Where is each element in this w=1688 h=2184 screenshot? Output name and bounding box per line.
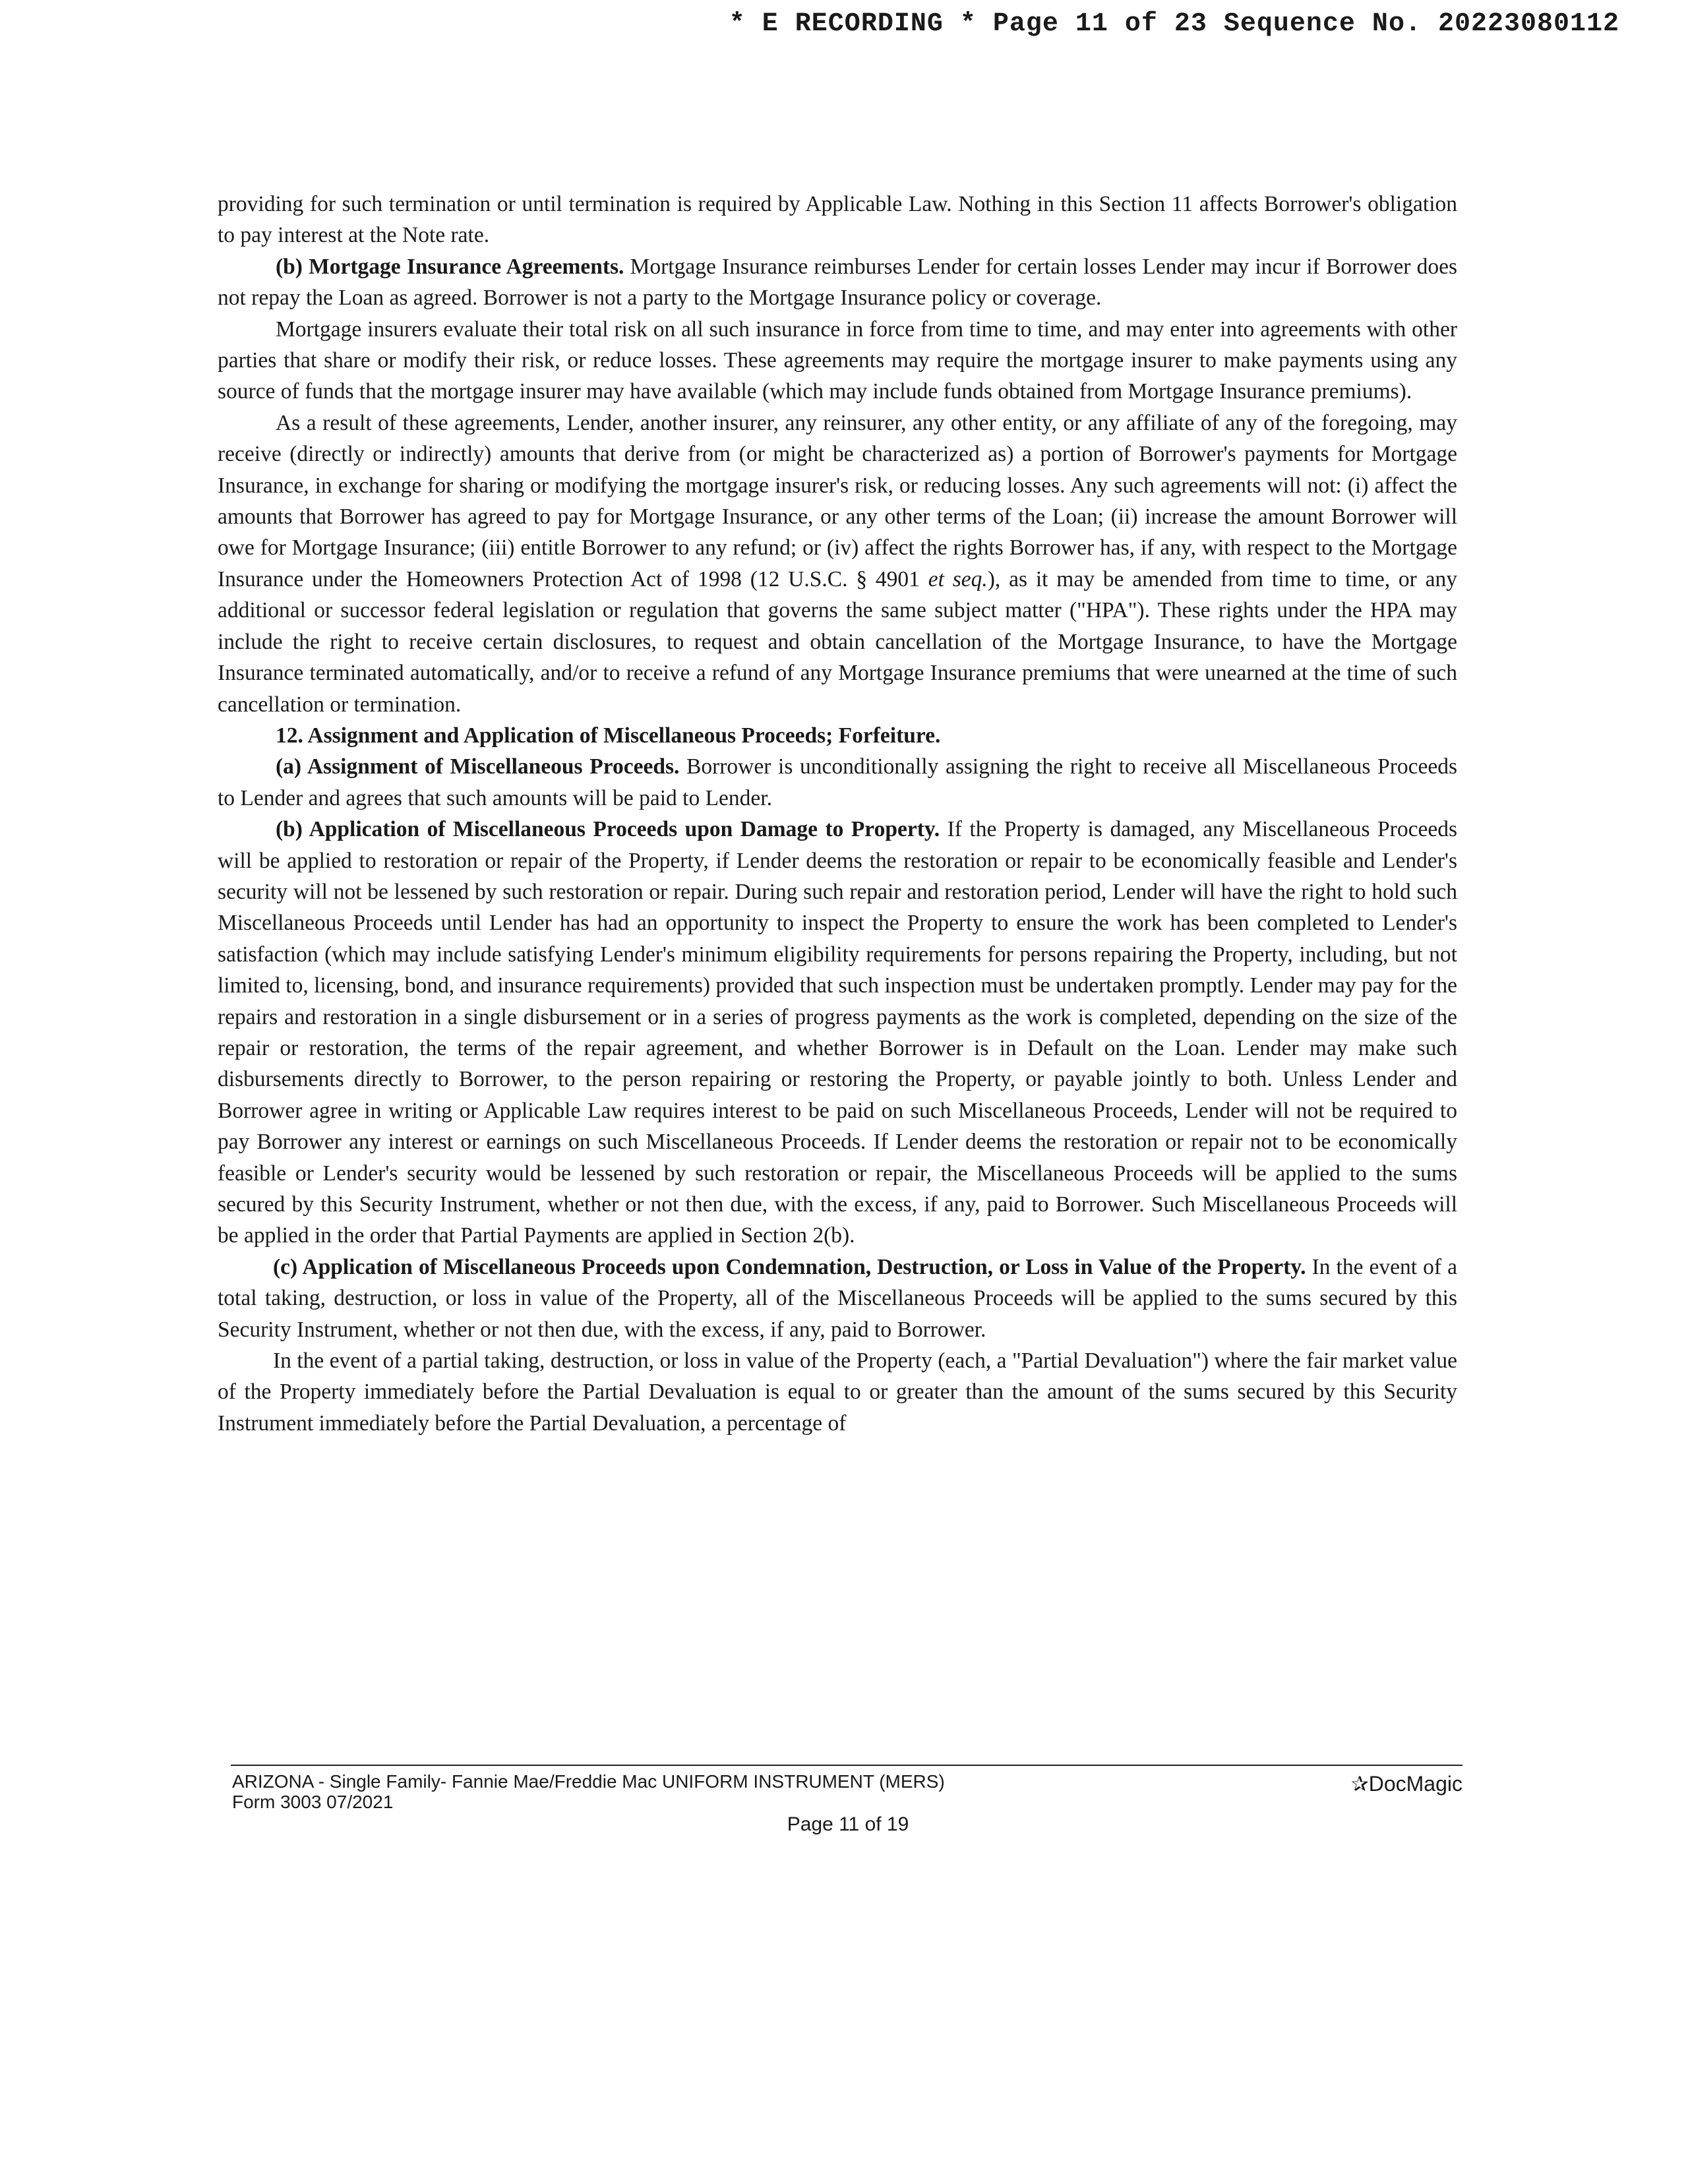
footer-divider (231, 1765, 1462, 1766)
text-11b: Mortgage Insurance reimburses Lender for certain losses Lender may incur if Borrower does not repay the Loan as agreed. Borrower is not a party to the Mortgage Insurance policy or coverage. (218, 254, 1457, 311)
heading-12c: (c) Application of Miscellaneous Proceeds upon Condemnation, Destruction, or Loss in Value of the Property. (273, 1254, 1306, 1279)
document-body (218, 189, 1457, 1439)
paragraph-mortgage-insurers: Mortgage insurers evaluate their total risk on all such insurance in force from time to time, and may enter into agreements with other parties that share or modify their risk, or reduce losses. These agreements may require the mortgage insurer to make payments using any source of funds that the mortgage insurer may have available (which may include funds obtained from Mortgage Insurance premiums). (218, 317, 1457, 404)
paragraph-12b (218, 814, 1457, 1252)
heading-12b: (b) Application of Miscellaneous Proceeds upon Damage to Property. (276, 817, 940, 842)
section-12-heading (218, 720, 1457, 751)
paragraph-agreements-result (218, 408, 1457, 720)
recording-header: * E RECORDING * Page 11 of 23 Sequence No. 20223080112 (729, 9, 1619, 39)
star-outline-icon: ✰ (1350, 1772, 1369, 1796)
paragraph-partial-devaluation: In the event of a partial taking, destruction, or loss in value of the Property (each, a "Partial Devaluation") where the fair market value of the Property immediately before the Partial Devaluation is equal to or greater than the amount of the sums secured by this Security Instrument immediately before the Partial Devaluation, a percentage of (218, 1349, 1457, 1436)
paragraph-termination: providing for such termination or until termination is required by Applicable Law. Nothing in this Section 11 affects Borrower's obligation to pay interest at the Note rate. (218, 192, 1457, 248)
footer-form-title: ARIZONA - Single Family- Fannie Mae/Freddie Mac UNIFORM INSTRUMENT (MERS) (232, 1771, 945, 1792)
heading-12: 12. Assignment and Application of Miscellaneous Proceeds; Forfeiture. (276, 723, 941, 748)
text-et-seq: et seq. (928, 566, 988, 592)
text-12c: In the event of a total taking, destruction, or loss in value of the Property, all of the Miscellaneous Proceeds will be applied to the sums secured by this Security Instrument, whether or not then due, with the excess, if any, paid to Borrower. (218, 1254, 1457, 1342)
footer-form-info (232, 1771, 945, 1812)
paragraph-mortgage-insurance-agreements (218, 251, 1457, 314)
paragraph-12c (218, 1252, 1457, 1345)
text-hpa-part2: ), as it may be amended from time to time, or any additional or successor federal legislation or regulation that governs the same subject matter ("HPA"). These rights under the HPA may include the right to receive certain disclosures, to request and obtain cancellation of the Mortgage Insurance, to have the Mortgage Insurance terminated automatically, and/or to receive a refund of any Mortgage Insurance premiums that were unearned at the time of such cancellation or termination. (218, 566, 1457, 717)
footer-form-number: Form 3003 07/2021 (232, 1792, 394, 1812)
heading-11b: (b) Mortgage Insurance Agreements. (276, 254, 624, 279)
docmagic-brand-text: DocMagic (1368, 1772, 1462, 1796)
footer-page-number: Page 11 of 19 (787, 1813, 909, 1835)
paragraph-12a (218, 751, 1457, 814)
text-hpa-part1: As a result of these agreements, Lender, another insurer, any reinsurer, any other entity, or any affiliate of any of the foregoing, may receive (directly or indirectly) amounts that derive from (or might be characterized as) a portion of Borrower's payments for Mortgage Insurance, in exchange for sharing or modifying the mortgage insurer's risk, or reducing losses. Any such agreements will not: (i) affect the amounts that Borrower has agreed to pay for Mortgage Insurance, or any other terms of the Loan; (ii) increase the amount Borrower will owe for Mortgage Insurance; (iii) entitle Borrower to any refund; or (iv) affect the rights Borrower has, if any, with respect to the Mortgage Insurance under the Homeowners Protection Act of 1998 (12 U.S.C. § 4901 (218, 410, 1457, 592)
heading-12a: (a) Assignment of Miscellaneous Proceeds. (276, 754, 680, 779)
text-12b: If the Property is damaged, any Miscellaneous Proceeds will be applied to restoration or repair of the Property, if Lender deems the restoration or repair to be economically feasible and Lender's security will not be lessened by such restoration or repair. During such repair and restoration period, Lender will have the right to hold such Miscellaneous Proceeds until Lender has had an opportunity to inspect the Property to ensure the work has been completed to Lender's satisfaction (which may include satisfying Lender's minimum eligibility requirements for persons repairing the Property, including, but not limited to, licensing, bond, and insurance requirements) provided that such inspection must be undertaken promptly. Lender may pay for the repairs and restoration in a single disbursement or in a series of progress payments as the work is completed, depending on the size of the repair or restoration, the terms of the repair agreement, and whether Borrower is in Default on the Loan. Lender may make such disbursements directly to Borrower, to the person repairing or restoring the Property, or payable jointly to both. Unless Lender and Borrower agree in writing or Applicable Law requires interest to be paid on such Miscellaneous Proceeds, Lender will not be required to pay Borrower any interest or earnings on such Miscellaneous Proceeds. If Lender deems the restoration or repair not to be economically feasible or Lender's security would be lessened by such restoration or repair, the Miscellaneous Proceeds will be applied to the sums secured by this Security Instrument, whether or not then due, with the excess, if any, paid to Borrower. Such Miscellaneous Proceeds will be applied in the order that Partial Payments are applied in Section 2(b). (218, 817, 1457, 1248)
text-12a: Borrower is unconditionally assigning the right to receive all Miscellaneous Proceeds to Lender and agrees that such amounts will be paid to Lender. (218, 754, 1457, 810)
docmagic-logo (1351, 1771, 1462, 1796)
